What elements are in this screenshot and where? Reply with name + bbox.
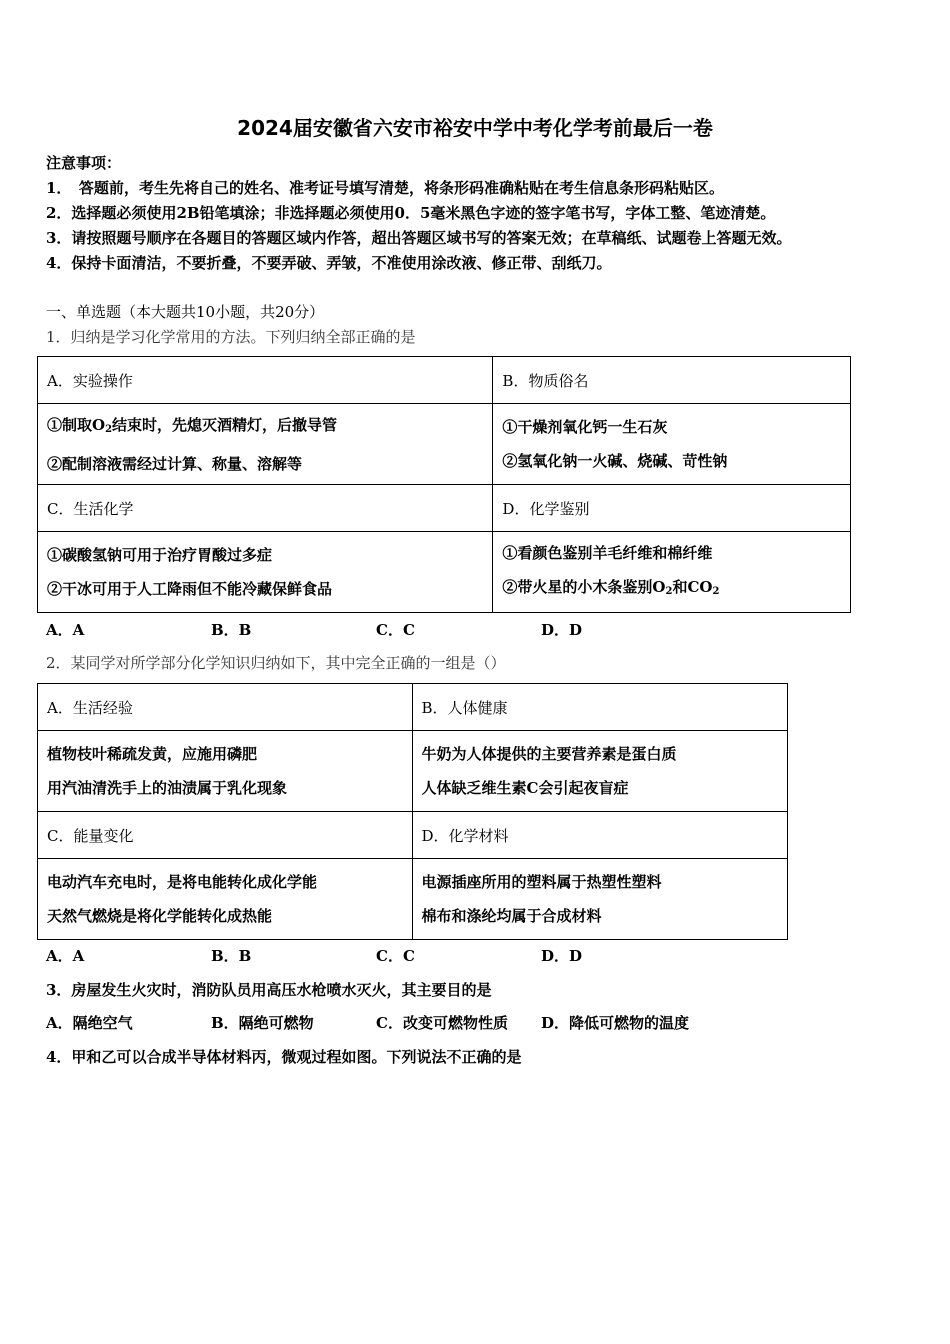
q2-option-c[interactable]: C．C xyxy=(376,947,415,965)
q2-d-line-2: 棉布和涤纶均属于合成材料 xyxy=(421,907,602,925)
q1-option-a[interactable]: A．A xyxy=(46,621,85,639)
q2-c-head: C．能量变化 xyxy=(47,826,134,845)
q1-c-line-1: ①碳酸氢钠可用于治疗胃酸过多症 xyxy=(47,546,273,564)
q2-option-d[interactable]: D．D xyxy=(541,947,583,965)
q3-stem: 3．房屋发生火灾时，消防队员用高压水枪喷水灭火，其主要目的是 xyxy=(46,981,492,999)
q1-b-line-1: ①干燥剂氧化钙一生石灰 xyxy=(502,418,668,436)
notice-item-1: 1． 答题前，考生先将自己的姓名、准考证号填写清楚，将条形码准确粘贴在考生信息条形码粘贴区。 xyxy=(46,179,724,197)
q1-cell-a-body xyxy=(38,404,493,485)
q1-a-line-2: ②配制溶液需经过计算、称量、溶解等 xyxy=(47,454,303,473)
q3-option-a[interactable]: A．隔绝空气 xyxy=(46,1014,133,1032)
q1-cell-c-body xyxy=(38,532,493,613)
q1-cell-b-head xyxy=(493,357,851,404)
notice-item-3: 3．请按照题号顺序在各题目的答题区域内作答，超出答题区域书写的答案无效；在草稿纸、试题卷上答题无效。 xyxy=(46,229,792,247)
q1-c-line-2: ②干冰可用于人工降雨但不能冷藏保鲜食品 xyxy=(47,580,333,598)
q2-b-line-1: 牛奶为人体提供的主要营养素是蛋白质 xyxy=(421,745,677,763)
q1-stem: 1．归纳是学习化学常用的方法。下列归纳全部正确的是 xyxy=(46,328,416,346)
q1-d-line-1: ①看颜色鉴别羊毛纤维和棉纤维 xyxy=(502,543,713,562)
q2-b-head: B．人体健康 xyxy=(421,698,508,717)
q2-cell-a-body xyxy=(38,731,413,812)
q3-option-d[interactable]: D．降低可燃物的温度 xyxy=(541,1014,690,1032)
q2-c-line-1: 电动汽车充电时，是将电能转化成化学能 xyxy=(47,873,318,891)
q2-cell-b-body xyxy=(412,731,787,812)
q2-option-b[interactable]: B．B xyxy=(211,947,252,965)
q1-cell-d-body xyxy=(493,532,851,613)
q2-cell-c-body xyxy=(38,859,413,940)
q1-table xyxy=(37,356,851,613)
q2-b-line-2: 人体缺乏维生素C会引起夜盲症 xyxy=(421,779,629,797)
notice-item-2: 2．选择题必须使用2B铅笔填涂；非选择题必须使用0．5毫米黑色字迹的签字笔书写，字体工整、笔迹清楚。 xyxy=(46,204,776,222)
q3-options xyxy=(46,1012,689,1033)
q1-b-head: B．物质俗名 xyxy=(502,371,589,390)
q2-options xyxy=(46,945,582,966)
q2-cell-d-body xyxy=(412,859,787,940)
q2-a-line-1: 植物枝叶稀疏发黄，应施用磷肥 xyxy=(47,745,258,763)
q1-cell-b-body xyxy=(493,404,851,485)
q1-c-head: C．生活化学 xyxy=(47,499,134,518)
q2-option-a[interactable]: A．A xyxy=(46,947,85,965)
q2-cell-b-head xyxy=(412,684,787,731)
q2-table xyxy=(37,683,788,940)
notice-item-4: 4．保持卡面清洁，不要折叠，不要弄破、弄皱，不准使用涂改液、修正带、刮纸刀。 xyxy=(46,254,612,272)
q1-a-head: A．实验操作 xyxy=(47,371,133,390)
section-heading: 一、单选题（本大题共10小题，共20分） xyxy=(46,303,325,321)
page-title: 2024届安徽省六安市裕安中学中考化学考前最后一卷 xyxy=(237,116,713,140)
q1-cell-d-head xyxy=(493,485,851,532)
q1-cell-c-head xyxy=(38,485,493,532)
q1-cell-a-head xyxy=(38,357,493,404)
q1-a-line-1: ①制取$O_2$结束时，先熄灭酒精灯，后撤导管 xyxy=(47,415,338,435)
q3-option-b[interactable]: B．隔绝可燃物 xyxy=(211,1014,314,1032)
q2-cell-c-head xyxy=(38,812,413,859)
q2-c-line-2: 天然气燃烧是将化学能转化成热能 xyxy=(47,907,273,925)
q4-stem: 4．甲和乙可以合成半导体材料丙，微观过程如图。下列说法不正确的是 xyxy=(46,1048,522,1066)
q1-option-b[interactable]: B．B xyxy=(211,621,252,639)
q2-stem: 2．某同学对所学部分化学知识归纳如下，其中完全正确的一组是（） xyxy=(46,654,506,672)
q2-a-line-2: 用汽油清洗手上的油渍属于乳化现象 xyxy=(47,779,288,797)
q1-option-d[interactable]: D．D xyxy=(541,621,583,639)
q2-cell-d-head xyxy=(412,812,787,859)
q3-option-c[interactable]: C．改变可燃物性质 xyxy=(376,1014,508,1032)
q2-d-head: D．化学材料 xyxy=(421,826,509,845)
q2-cell-a-head xyxy=(38,684,413,731)
q1-d-head: D．化学鉴别 xyxy=(502,499,590,518)
q1-options xyxy=(46,619,582,640)
notice-heading: 注意事项： xyxy=(46,154,122,172)
q2-d-line-1: 电源插座所用的塑料属于热塑性塑料 xyxy=(421,873,662,891)
q1-d-line-2: ②带火星的小木条鉴别$O_2$和$CO_2$ xyxy=(502,577,720,597)
q1-b-line-2: ②氢氧化钠一火碱、烧碱、苛性钠 xyxy=(502,452,728,470)
q2-a-head: A．生活经验 xyxy=(47,698,133,717)
q1-option-c[interactable]: C．C xyxy=(376,621,415,639)
